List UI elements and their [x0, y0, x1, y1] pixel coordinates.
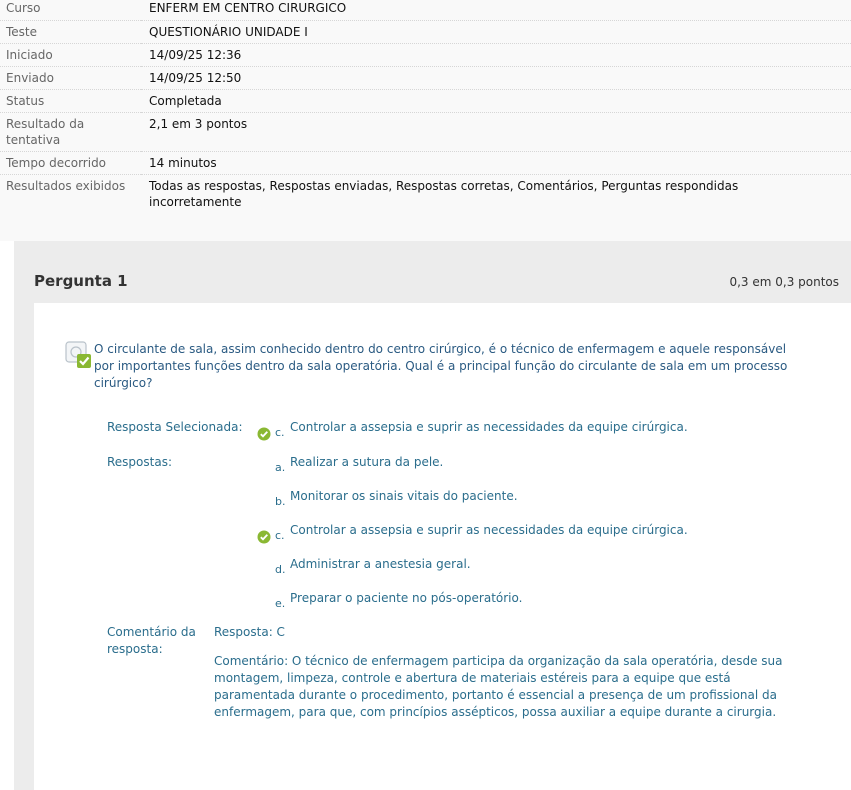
answer-letter-a: a. — [275, 461, 286, 474]
question-title: Pergunta 1 — [34, 272, 128, 290]
summary-row-teste — [0, 21, 851, 44]
correct-checkbox-icon — [64, 340, 94, 370]
selected-answer-letter: c. — [275, 426, 285, 439]
summary-key: Teste — [0, 21, 141, 44]
answer-letter-e: e. — [275, 597, 286, 610]
answer-option-d: Administrar a anestesia geral. — [290, 557, 471, 571]
summary-table — [0, 0, 851, 213]
comment-label: Comentário da resposta: — [107, 625, 196, 656]
summary-value: Completada — [141, 90, 851, 113]
summary-value: 2,1 em 3 pontos — [141, 113, 851, 152]
question-card — [34, 303, 851, 790]
answer-letter-c: c. — [275, 529, 285, 542]
answer-option-e: Preparar o paciente no pós-operatório. — [290, 591, 523, 605]
summary-row-status — [0, 90, 851, 113]
answer-letter-b: b. — [275, 495, 286, 508]
summary-value: 14/09/25 12:50 — [141, 67, 851, 90]
summary-value: 14/09/25 12:36 — [141, 44, 851, 67]
summary-key: Curso — [0, 0, 141, 21]
selected-answer-label: Resposta Selecionada: — [107, 420, 243, 434]
summary-key: Resultados exibidos — [6, 179, 126, 193]
answer-option-a: Realizar a sutura da pele. — [290, 455, 444, 469]
summary-row-tempo — [0, 152, 851, 175]
summary-row-enviado — [0, 67, 851, 90]
summary-key: Tempo decorrido — [0, 152, 141, 175]
check-circle-icon — [257, 427, 271, 441]
comment-answer: Resposta: C — [214, 625, 285, 639]
question-points: 0,3 em 0,3 pontos — [729, 275, 839, 289]
answers-label: Respostas: — [107, 455, 172, 469]
summary-value: Todas as respostas, Respostas enviadas, Respostas corretas, Comentários, Perguntas respondidas incorretamente — [149, 179, 739, 209]
check-circle-icon — [257, 530, 271, 544]
summary-key: Resultado da tentativa — [0, 113, 141, 152]
question-text: O circulante de sala, assim conhecido dentro do centro cirúrgico, é o técnico de enfermagem e aquele responsável por importantes funções dentro da sala operatória. Qual é a principal função do circulante de sala em um processo cirúrgico? — [94, 342, 788, 390]
summary-row-resultados-exibidos — [0, 175, 851, 214]
attempt-summary — [0, 0, 851, 241]
summary-key: Enviado — [0, 67, 141, 90]
summary-value: ENFERM EM CENTRO CIRURGICO — [141, 0, 851, 21]
answer-letter-d: d. — [275, 563, 286, 576]
selected-answer-text: Controlar a assepsia e suprir as necessidades da equipe cirúrgica. — [290, 420, 688, 434]
summary-value: QUESTIONÁRIO UNIDADE I — [141, 21, 851, 44]
summary-row-curso — [0, 0, 851, 21]
summary-value: 14 minutos — [141, 152, 851, 175]
answer-option-b: Monitorar os sinais vitais do paciente. — [290, 489, 518, 503]
question-panel — [14, 241, 851, 790]
answer-option-c: Controlar a assepsia e suprir as necessidades da equipe cirúrgica. — [290, 523, 688, 537]
summary-key: Iniciado — [0, 44, 141, 67]
summary-row-iniciado — [0, 44, 851, 67]
comment-text: Comentário: O técnico de enfermagem participa da organização da sala operatória, desde sua montagem, limpeza, controle e abertura de materiais estéreis para a equipe que está paramentada durante o procedimento, portanto é essencial a presença de um profissional da enfermagem, para que, com princípios assépticos, possa auxiliar a equipe durante a cirurgia. — [214, 654, 783, 719]
summary-key: Status — [0, 90, 141, 113]
summary-row-resultado — [0, 113, 851, 152]
